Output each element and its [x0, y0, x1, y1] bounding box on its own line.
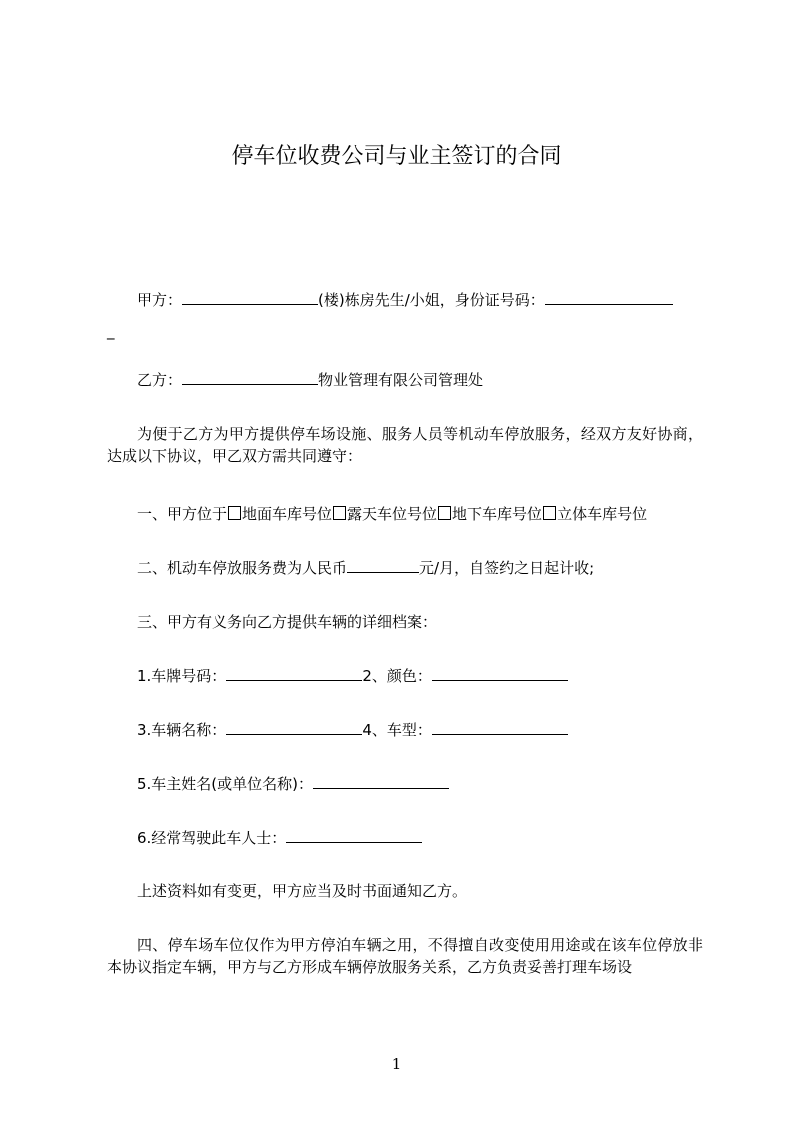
color-blank[interactable] — [432, 665, 568, 681]
clause-2-suffix: 元/月，自签约之日起计收; — [419, 559, 595, 577]
model-blank[interactable] — [432, 719, 568, 735]
driver-label: 6.经常驾驶此车人士： — [137, 829, 287, 847]
checkbox-ground-garage[interactable] — [228, 506, 241, 520]
intro-paragraph: 为便于乙方为甲方提供停车场设施、服务人员等机动车停放服务，经双方友好协商，达成以下协议，甲乙双方需共同遵守： — [107, 425, 703, 465]
party-a-mid-text: (楼)栋房先生/小姐，身份证号码： — [318, 291, 545, 309]
vehicle-name-label: 3.车辆名称： — [137, 721, 227, 739]
checkbox-multilevel[interactable] — [543, 506, 556, 520]
clause-4-paragraph: 四、停车场车位仅作为甲方停泊车辆之用，不得擅自改变使用用途或在该车位停放非本协议指定车辆，甲方与乙方形成车辆停放服务关系，乙方负责妥善打理车场设 — [107, 936, 703, 976]
party-b-suffix: 物业管理有限公司管理处 — [318, 371, 484, 389]
vehicle-plate-color-line — [137, 665, 568, 687]
owner-line — [137, 773, 449, 795]
color-label: 2、颜色： — [362, 667, 432, 685]
party-b-line — [137, 369, 483, 391]
driver-line — [137, 827, 422, 849]
clause-1-prefix: 一、甲方位于 — [137, 505, 228, 523]
party-a-label: 甲方： — [137, 291, 183, 309]
change-notice: 上述资料如有变更，甲方应当及时书面通知乙方。 — [137, 882, 468, 900]
clause-1 — [137, 503, 647, 525]
clause-3: 三、甲方有义务向乙方提供车辆的详细档案： — [137, 613, 438, 631]
owner-blank[interactable] — [313, 773, 449, 789]
party-a-continuation: _ — [107, 322, 115, 340]
plate-blank[interactable] — [226, 665, 362, 681]
clause-2-prefix: 二、机动车停放服务费为人民币 — [137, 559, 348, 577]
document-title: 停车位收费公司与业主签订的合同 — [231, 144, 562, 169]
owner-label: 5.车主姓名(或单位名称)： — [137, 775, 314, 793]
checkbox-open-air[interactable] — [333, 506, 346, 520]
party-b-company-blank[interactable] — [182, 369, 318, 385]
option-underground: 地下车库号位 — [452, 505, 543, 523]
option-multilevel: 立体车库号位 — [557, 505, 648, 523]
checkbox-underground[interactable] — [438, 506, 451, 520]
party-a-building-blank[interactable] — [182, 289, 318, 305]
page-number: 1 — [391, 1055, 402, 1073]
party-b-label: 乙方： — [137, 371, 183, 389]
option-ground-garage: 地面车库号位 — [242, 505, 333, 523]
driver-blank[interactable] — [286, 827, 422, 843]
vehicle-name-blank[interactable] — [226, 719, 362, 735]
clause-2 — [137, 557, 594, 579]
party-a-id-blank[interactable] — [545, 289, 673, 305]
party-a-line — [137, 289, 673, 311]
vehicle-name-model-line — [137, 719, 568, 741]
option-open-air: 露天车位号位 — [347, 505, 438, 523]
fee-amount-blank[interactable] — [347, 557, 419, 573]
plate-label: 1.车牌号码： — [137, 667, 227, 685]
model-label: 4、车型： — [362, 721, 432, 739]
